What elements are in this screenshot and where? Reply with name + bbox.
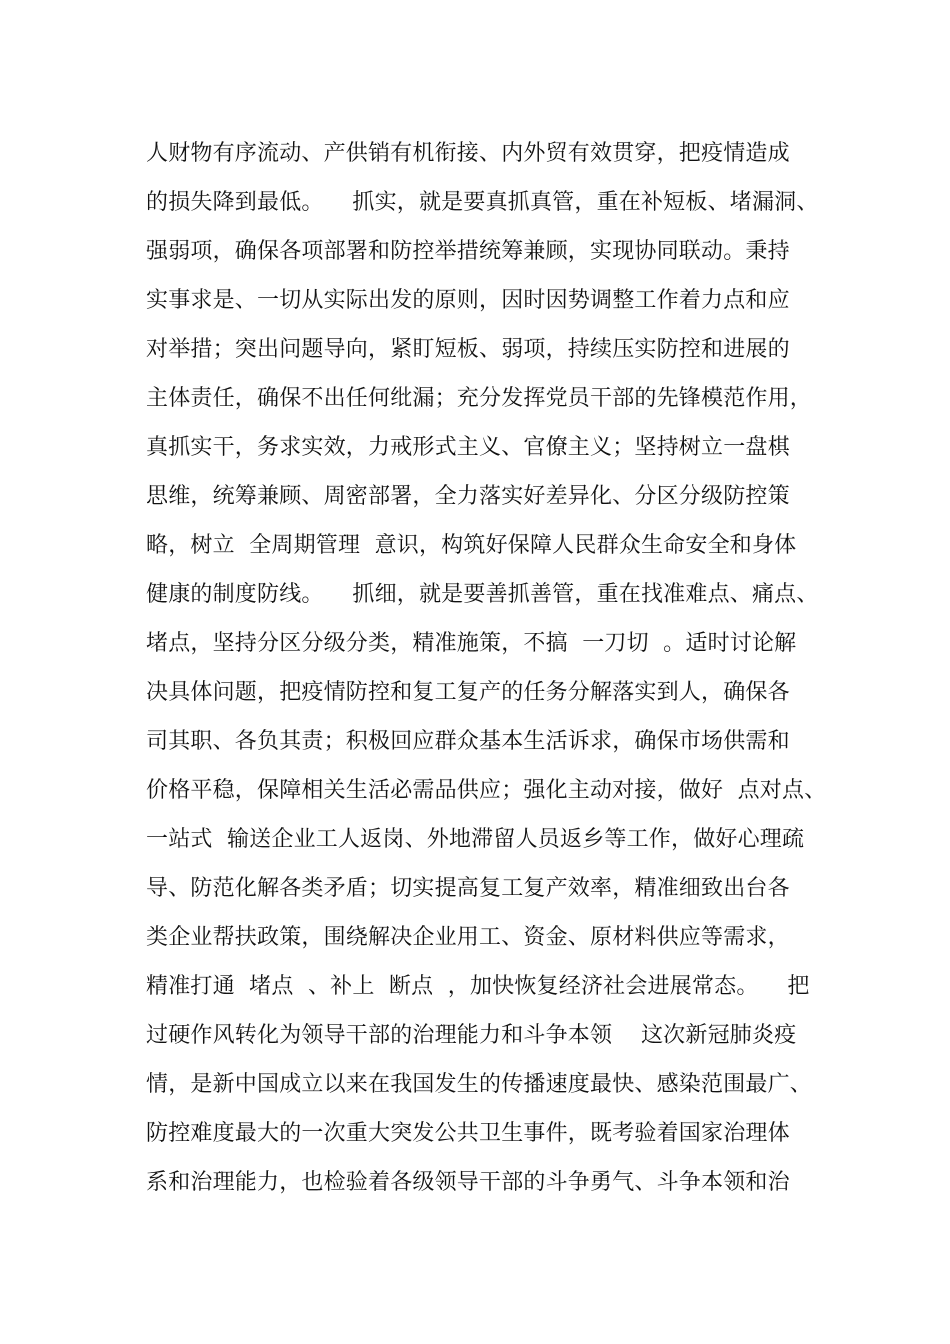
text-line: 类企业帮扶政策，围绕解决企业用工、资金、原材料供应等需求， (146, 925, 790, 950)
text-line: 对举措；突出问题导向，紧盯短板、弱项，持续压实防控和进展的 (146, 337, 790, 362)
text-line: 防控难度最大的一次重大突发公共卫生事件，既考验着国家治理体 (146, 1121, 790, 1146)
text-line: 情，是新中国成立以来在我国发生的传播速度最快、感染范围最广、 (146, 1072, 813, 1097)
text-line: 思维，统筹兼顾、周密部署，全力落实好差异化、分区分级防控策 (146, 484, 790, 509)
text-line: 的损失降到最低。 抓实，就是要真抓真管，重在补短板、堵漏洞、 (146, 190, 819, 215)
text-line: 堵点，坚持分区分级分类，精准施策，不搞 一刀切 。适时讨论解 (146, 631, 797, 656)
text-line: 实事求是、一切从实际出发的原则，因时因势调整工作着力点和应 (146, 288, 790, 313)
text-line: 主体责任，确保不出任何纰漏；充分发挥党员干部的先锋模范作用， (146, 386, 813, 411)
text-line: 强弱项，确保各项部署和防控举措统筹兼顾，实现协同联动。秉持 (146, 239, 790, 264)
text-line: 司其职、各负其责；积极回应群众基本生活诉求，确保市场供需和 (146, 729, 790, 754)
text-line: 健康的制度防线。 抓细，就是要善抓善管，重在找准难点、痛点、 (146, 582, 819, 607)
text-line: 真抓实干，务求实效，力戒形式主义、官僚主义；坚持树立一盘棋 (146, 435, 790, 460)
body-text (146, 129, 836, 1207)
text-line: 导、防范化解各类矛盾；切实提高复工复产效率，精准细致出台各 (146, 876, 790, 901)
text-line: 系和治理能力，也检验着各级领导干部的斗争勇气、斗争本领和治 (146, 1170, 790, 1195)
text-line: 人财物有序流动、产供销有机衔接、内外贸有效贯穿，把疫情造成 (146, 141, 790, 166)
text-line: 精准打通 堵点 、补上 断点 ，加快恢复经济社会进展常态。 把 (146, 974, 810, 999)
text-line: 决具体问题，把疫情防控和复工复产的任务分解落实到人，确保各 (146, 680, 790, 705)
text-line: 一站式 输送企业工人返岗、外地滞留人员返乡等工作，做好心理疏 (146, 827, 805, 852)
text-line: 价格平稳，保障相关生活必需品供应；强化主动对接，做好 点对点、 (146, 778, 827, 803)
text-line: 略，树立 全周期管理 意识，构筑好保障人民群众生命安全和身体 (146, 533, 797, 558)
text-line: 过硬作风转化为领导干部的治理能力和斗争本领 这次新冠肺炎疫 (146, 1023, 797, 1048)
